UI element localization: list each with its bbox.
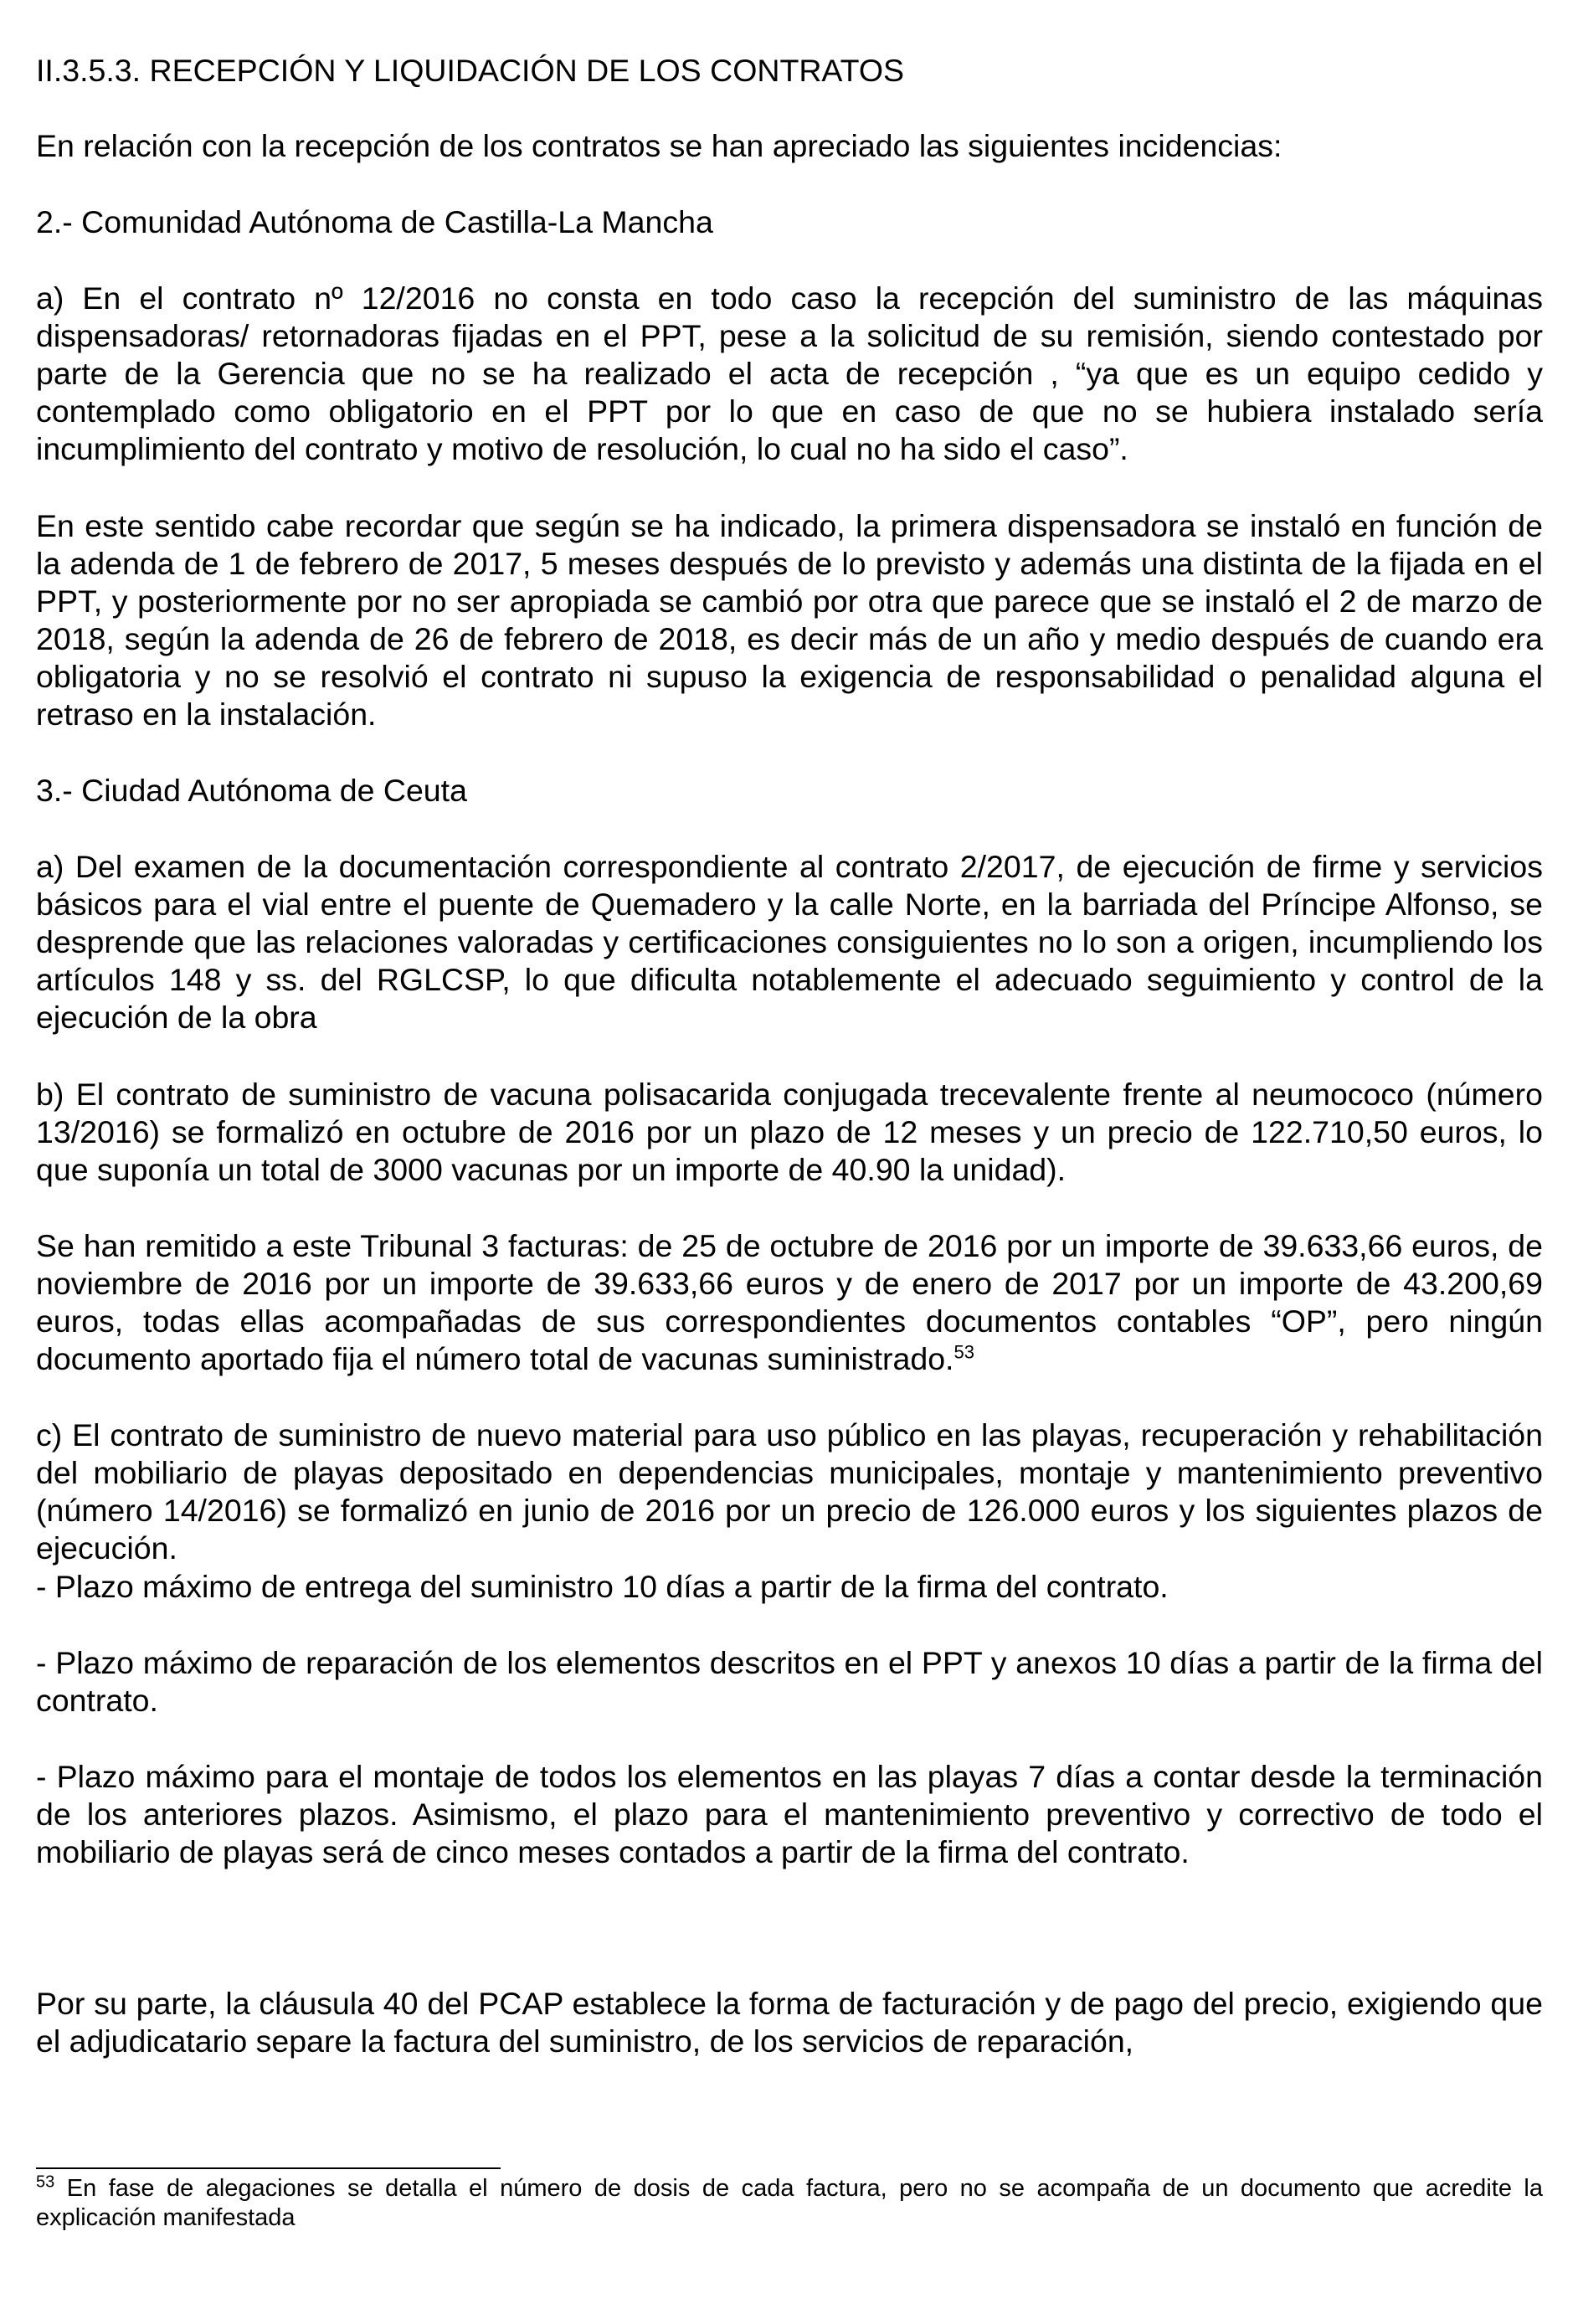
footnote <box>36 2174 1543 2233</box>
intro-paragraph: En relación con la recepción de los contratos se han apreciado las siguientes incidencias: <box>36 128 1282 163</box>
deadline-item-delivery: - Plazo máximo de entrega del suministro 10 días a partir de la firma del contrato. <box>36 1569 1169 1604</box>
paragraph-3b: b) El contrato de suministro de vacuna polisacarida conjugada trecevalente frente al neumococo (número 13/2016) se formalizó en octubre de 2016 por un plazo de 12 meses y un precio de 122.710,50 euros, lo que suponía un total de 3000 vacunas por un importe de 40.90 la unidad). <box>36 1077 1543 1187</box>
paragraph-3a: a) Del examen de la documentación correspondiente al contrato 2/2017, de ejecución de firme y servicios básicos para el vial entre el puente de Quemadero y la calle Norte, en la barriada del Príncipe Alfonso, se desprende que las relaciones valoradas y certificaciones consiguientes no lo son a origen, incumpliendo los artículos 148 y ss. del RGLCSP, lo que dificulta notablemente el adecuado seguimiento y control de la ejecución de la obra <box>36 849 1543 1035</box>
paragraph-3b-continuation-text: Se han remitido a este Tribunal 3 facturas: de 25 de octubre de 2016 por un importe de 39.633,66 euros, de noviembre de 2016 por un importe de 39.633,66 euros y de enero de 2017 por un importe de 43.200,69 euros, todas ellas acompañadas de sus correspondientes documentos contables “OP”, pero ningún documento aportado fija el número total de vacunas suministrado. <box>36 1228 1543 1376</box>
footnote-number: 53 <box>36 2172 55 2192</box>
paragraph-3b-continuation <box>36 1227 1543 1378</box>
paragraph-pcap: Por su parte, la cláusula 40 del PCAP establece la forma de facturación y de pago del precio, exigiendo que el adjudicatario separe la factura del suministro, de los servicios de reparación, <box>36 1986 1543 2059</box>
section-3-title: 3.- Ciudad Autónoma de Ceuta <box>36 773 467 808</box>
deadline-item-repair: - Plazo máximo de reparación de los elementos descritos en el PPT y anexos 10 días a partir de la firma del contrato. <box>36 1645 1543 1718</box>
footnote-text: En fase de alegaciones se detalla el número de dosis de cada factura, pero no se acompaña de un documento que acredite la explicación manifestada <box>36 2175 1543 2231</box>
footnote-reference[interactable]: 53 <box>953 1341 974 1363</box>
section-2-title: 2.- Comunidad Autónoma de Castilla-La Mancha <box>36 204 713 239</box>
paragraph-2a-continuation: En este sentido cabe recordar que según se ha indicado, la primera dispensadora se instaló en función de la adenda de 1 de febrero de 2017, 5 meses después de lo previsto y además una distinta de la fijada en el PPT, y posteriormente por no ser apropiada se cambió por otra que parece que se instaló el 2 de marzo de 2018, según la adenda de 26 de febrero de 2018, es decir más de un año y medio después de cuando era obligatoria y no se resolvió el contrato ni supuso la exigencia de responsabilidad o penalidad alguna el retraso en la instalación. <box>36 508 1543 732</box>
document-page <box>36 0 1543 2324</box>
paragraph-2a: a) En el contrato nº 12/2016 no consta en todo caso la recepción del suministro de las máquinas dispensadoras/ retornadoras fijadas en el PPT, pese a la solicitud de su remisión, siendo contestado por parte de la Gerencia que no se ha realizado el acta de recepción , “ya que es un equipo cedido y contemplado como obligatorio en el PPT por lo que en caso de que no se hubiera instalado sería incumplimiento del contrato y motivo de resolución, lo cual no ha sido el caso”. <box>36 280 1543 466</box>
section-heading: II.3.5.3. RECEPCIÓN Y LIQUIDACIÓN DE LOS CONTRATOS <box>36 53 905 88</box>
paragraph-3c: c) El contrato de suministro de nuevo material para uso público en las playas, recuperación y rehabilitación del mobiliario de playas depositado en dependencias municipales, montaje y mantenimiento preventivo (número 14/2016) se formalizó en junio de 2016 por un precio de 126.000 euros y los siguientes plazos de ejecución. <box>36 1417 1543 1566</box>
footnote-separator <box>36 2167 501 2169</box>
deadline-item-assembly: - Plazo máximo para el montaje de todos los elementos en las playas 7 días a contar desde la terminación de los anteriores plazos. Asimismo, el plazo para el mantenimiento preventivo y correctivo de todo el mobiliario de playas será de cinco meses contados a partir de la firma del contrato. <box>36 1759 1543 1869</box>
